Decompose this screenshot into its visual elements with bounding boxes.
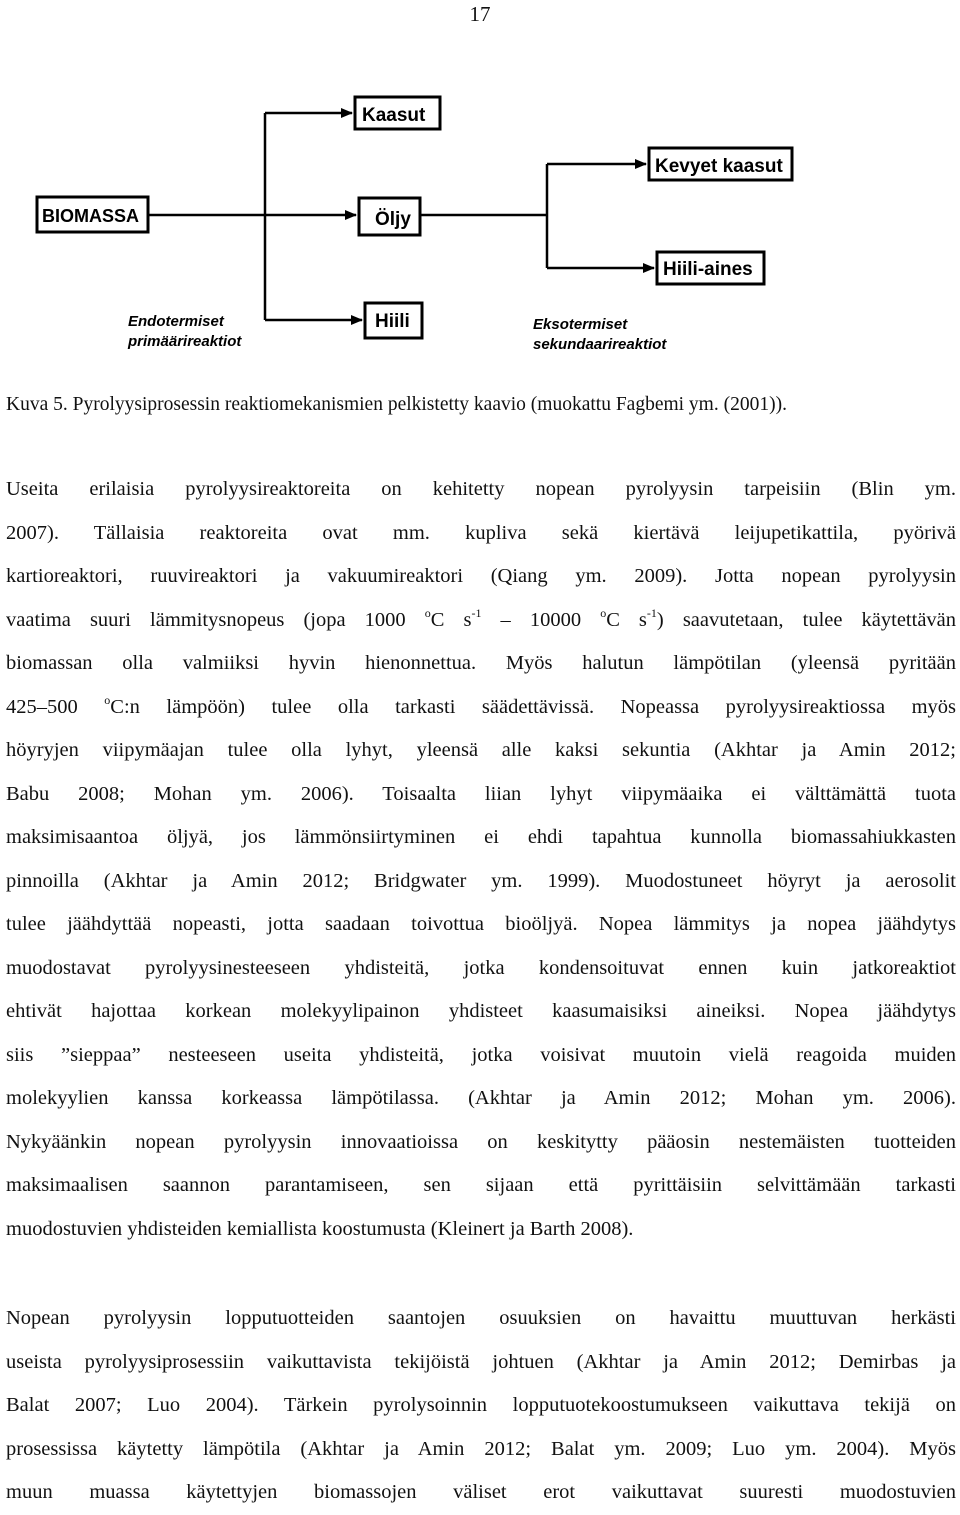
line: Nykyäänkin nopean pyrolyysin innovaatioissa on keskitytty pääosin nestemäisten tuotteiden [6, 1130, 956, 1153]
exothermic-label-line2: sekundaarireaktiot [533, 336, 667, 353]
line: biomassan olla valmiiksi hyvin hienonnettua. Myös halutun lämpötilan (yleensä pyritään [6, 652, 956, 674]
line: muodostuvien yhdisteiden kemiallista koostumusta (Kleinert ja Barth 2008). [6, 1217, 634, 1240]
line-with-units: 425–500 $^o$C:n lämpöön) tulee olla tarkasti säädettävissä. Nopeassa pyrolyysireaktiossa myös [6, 692, 957, 718]
line: prosessissa käytetty lämpötila (Akhtar ja Amin 2012; Balat ym. 2009; Luo ym. 2004). Myös [6, 1437, 956, 1460]
exponent: -1 [471, 605, 482, 620]
biomassa-label: BIOMASSA [42, 206, 140, 226]
exothermic-label-line1: Eksotermiset [533, 316, 628, 333]
line: Babu 2008; Mohan ym. 2006). Toisaalta liian lyhyt viipymäaika ei välttämättä tuota [6, 782, 956, 805]
endothermic-label-line2: primäärireaktiot [128, 333, 242, 350]
line: molekyylien kanssa korkeassa lämpötilassa. (Akhtar ja Amin 2012; Mohan ym. 2006). [6, 1087, 956, 1109]
line: maksimaalisen saannon parantamiseen, sen sijaan että pyrittäisiin selvittämään tarkasti [6, 1174, 956, 1196]
degree-sign: o [104, 692, 111, 707]
paragraph-1 [6, 468, 956, 1251]
line: höyryjen viipymäajan tulee olla lyhyt, yleensä alle kaksi sekuntia (Akhtar ja Amin 2012; [6, 739, 956, 761]
line: siis ”sieppaa” nesteeseen useita yhdisteitä, jotka voisivat muutoin vielä reagoida muiden [6, 1043, 956, 1066]
line: muun muassa käytettyjen biomassojen väliset erot vaikuttavat suuresti muodostuvien [6, 1481, 956, 1503]
degree-sign: o [600, 605, 607, 620]
hiili-aines-label: Hiili-aines [663, 259, 753, 280]
line: useista pyrolyysiprosessiin vaikuttavista tekijöistä johtuen (Akhtar ja Amin 2012; Demirbas ja [6, 1350, 956, 1373]
pyrolysis-mechanism-diagram [0, 80, 960, 380]
line: tulee jäähdyttää nopeasti, jotta saadaan toivottua bioöljyä. Nopea lämmitys ja nopea jäähdytys [6, 913, 956, 935]
endothermic-label-line1: Endotermiset [128, 313, 224, 330]
line: maksimisaantoa öljyä, jos lämmönsiirtyminen ei ehdi tapahtua kunnolla biomassahiukkasten [6, 826, 956, 848]
kaasut-label: Kaasut [362, 105, 426, 126]
line: ehtivät hajottaa korkean molekyylipainon yhdisteet kaasumaisiksi aineiksi. Nopea jäähdytys [6, 1000, 956, 1022]
line: pinnoilla (Akhtar ja Amin 2012; Bridgwater ym. 1999). Muodostuneet höyryt ja aerosolit [6, 869, 956, 892]
line-with-units: vaatima suuri lämmitysnopeus (jopa 1000 $^o$C $s^{-1} - 10000$ $^o$C $s^{-1}$) saavutetaan, tulee käytettävän [6, 605, 957, 631]
page-number: 17 [469, 2, 491, 26]
oljy-label: Öljy [375, 209, 411, 230]
line: Nopean pyrolyysin lopputuotteiden saantojen osuuksien on havaittu muuttuvan herkästi [6, 1307, 956, 1329]
figure-caption: Kuva 5. Pyrolyysiprosessin reaktiomekanismien pelkistetty kaavio (muokattu Fagbemi ym. (2001)). [6, 394, 787, 415]
line: kartioreaktori, ruuvireaktori ja vakuumireaktori (Qiang ym. 2009). Jotta nopean pyrolyysin [6, 565, 956, 587]
line: muodostavat pyrolyysinesteeseen yhdisteitä, jotka kondensoituvat ennen kuin jatkoreaktiot [6, 956, 956, 979]
hiili-label: Hiili [375, 311, 410, 332]
kevyet-kaasut-label: Kevyet kaasut [655, 156, 783, 177]
paragraph-2 [6, 1297, 956, 1515]
line: 2007). Tällaisia reaktoreita ovat mm. kupliva sekä kiertävä leijupetikattila, pyörivä [6, 521, 956, 544]
degree-sign: o [424, 605, 431, 620]
line: Balat 2007; Luo 2004). Tärkein pyrolysoinnin lopputuotekoostumukseen vaikuttava tekijä on [6, 1394, 956, 1416]
line: Useita erilaisia pyrolyysireaktoreita on kehitetty nopean pyrolyysin tarpeisiin (Blin ym. [6, 478, 956, 500]
exponent: -1 [646, 605, 657, 620]
